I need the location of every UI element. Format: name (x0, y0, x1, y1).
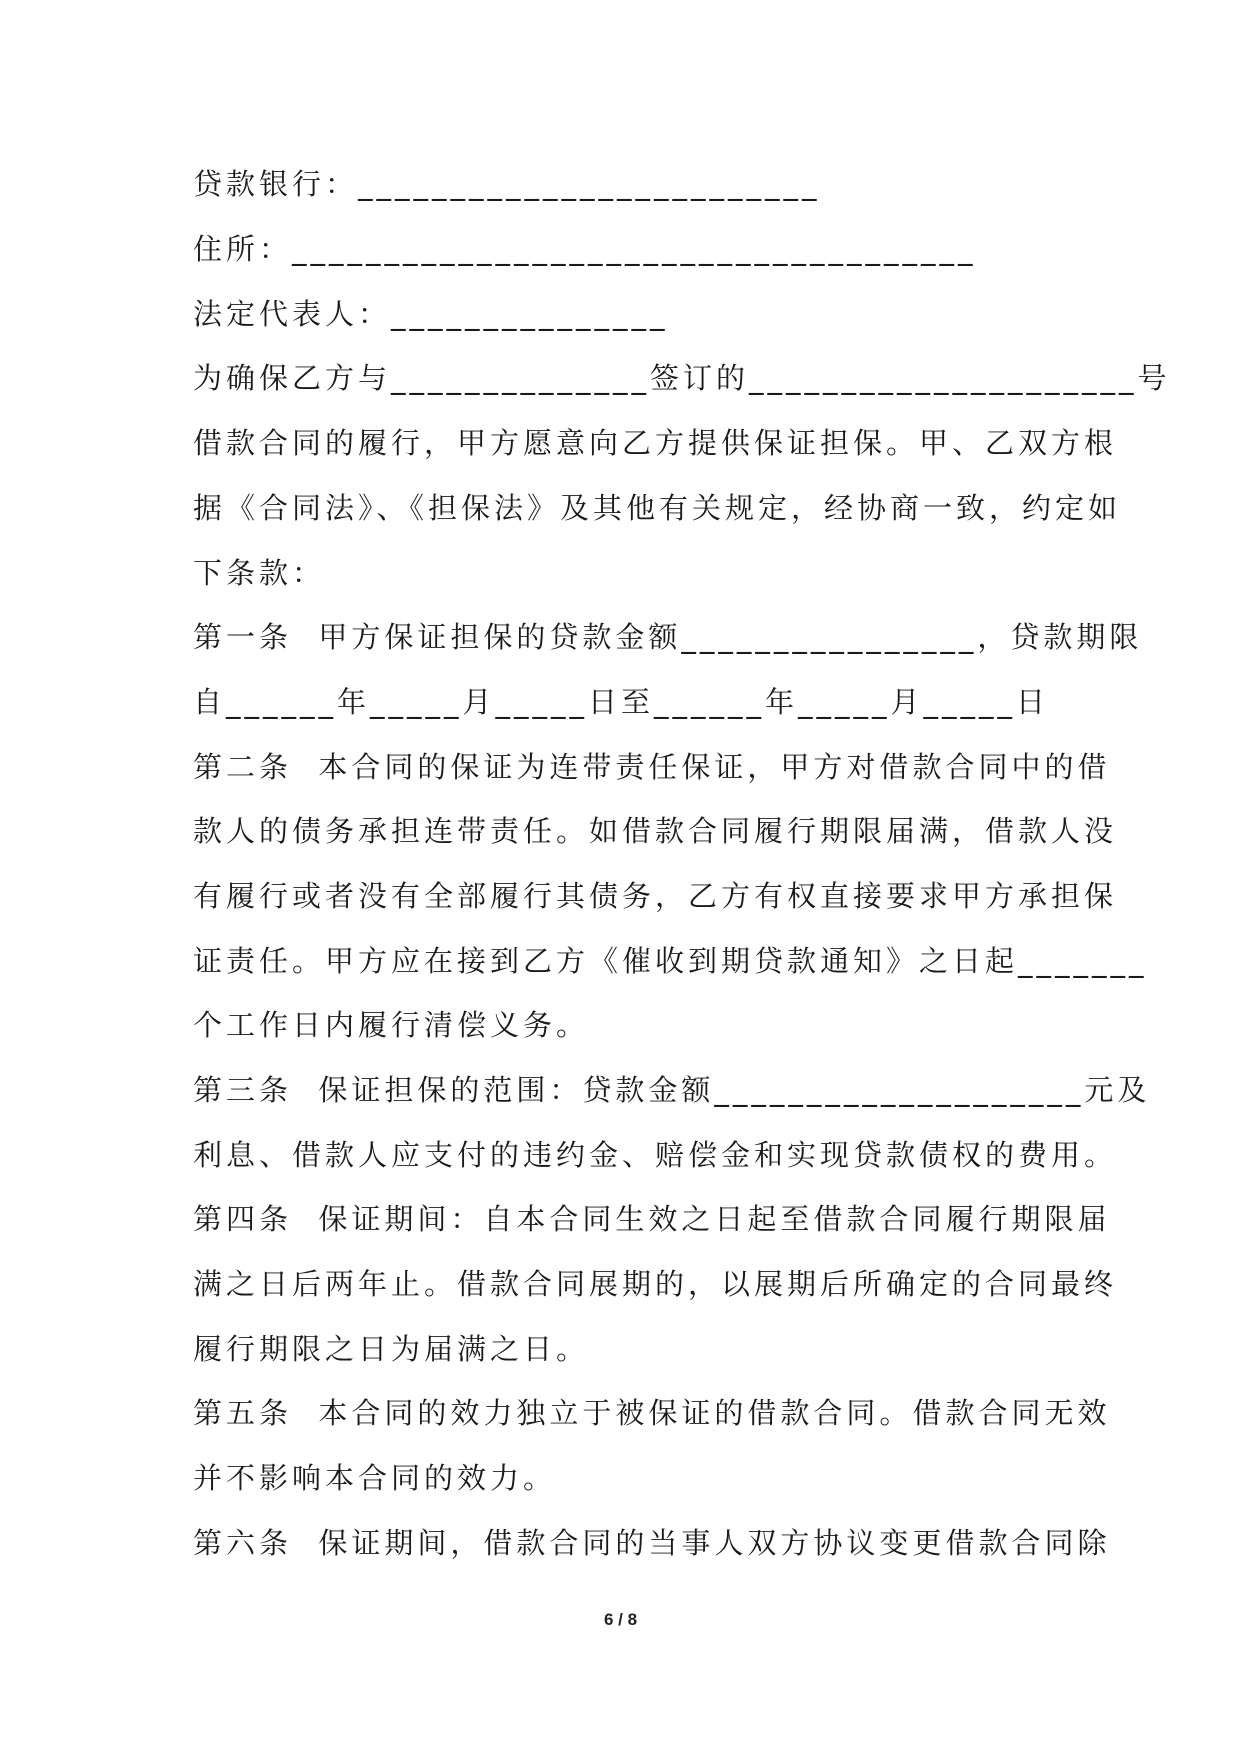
article-5-line: 并不影响本合同的效力。 (193, 1461, 557, 1495)
paragraph-line: 为确保乙方与______________签订的_____________________号 (193, 361, 1171, 395)
article-1-line: 自______年_____月_____日至______年_____月_____日 (193, 685, 1050, 719)
article-2-line: 有履行或者没有全部履行其债务，乙方有权直接要求甲方承担保 (193, 879, 1118, 913)
paragraph-line: 据《合同法》、《担保法》及其他有关规定，经协商一致，约定如 (193, 491, 1122, 525)
article-2-line: 第二条 本合同的保证为连带责任保证，甲方对借款合同中的借 (193, 750, 1111, 784)
article-5-line: 第五条 本合同的效力独立于被保证的借款合同。借款合同无效 (193, 1396, 1111, 1430)
paragraph-line: 借款合同的履行，甲方愿意向乙方提供保证担保。甲、乙双方根 (193, 426, 1118, 460)
article-4-line: 满之日后两年止。借款合同展期的，以展期后所确定的合同最终 (193, 1267, 1118, 1301)
article-1-line: 第一条 甲方保证担保的贷款金额________________，贷款期限 (193, 620, 1143, 654)
lender-bank-line: 贷款银行：_________________________ (193, 167, 821, 201)
article-2-line: 个工作日内履行清偿义务。 (193, 1008, 590, 1042)
article-4-line: 第四条 保证期间：自本合同生效之日起至借款合同履行期限届 (193, 1202, 1111, 1236)
article-3-line: 第三条 保证担保的范围：贷款金额____________________元及 (193, 1073, 1151, 1107)
address-line: 住所：_____________________________________ (193, 232, 977, 266)
article-2-line: 证责任。甲方应在接到乙方《催收到期贷款通知》之日起_______ (193, 944, 1148, 978)
article-6-line: 第六条 保证期间，借款合同的当事人双方协议变更借款合同除 (193, 1526, 1111, 1560)
article-2-line: 款人的债务承担连带责任。如借款合同履行期限届满，借款人没 (193, 814, 1118, 848)
legal-representative-line: 法定代表人：_______________ (193, 297, 669, 331)
page-number: 6 / 8 (603, 1610, 638, 1629)
article-4-line: 履行期限之日为届满之日。 (193, 1332, 590, 1366)
article-3-line: 利息、借款人应支付的违约金、赔偿金和实现贷款债权的费用。 (193, 1138, 1118, 1172)
paragraph-line: 下条款： (193, 556, 326, 590)
